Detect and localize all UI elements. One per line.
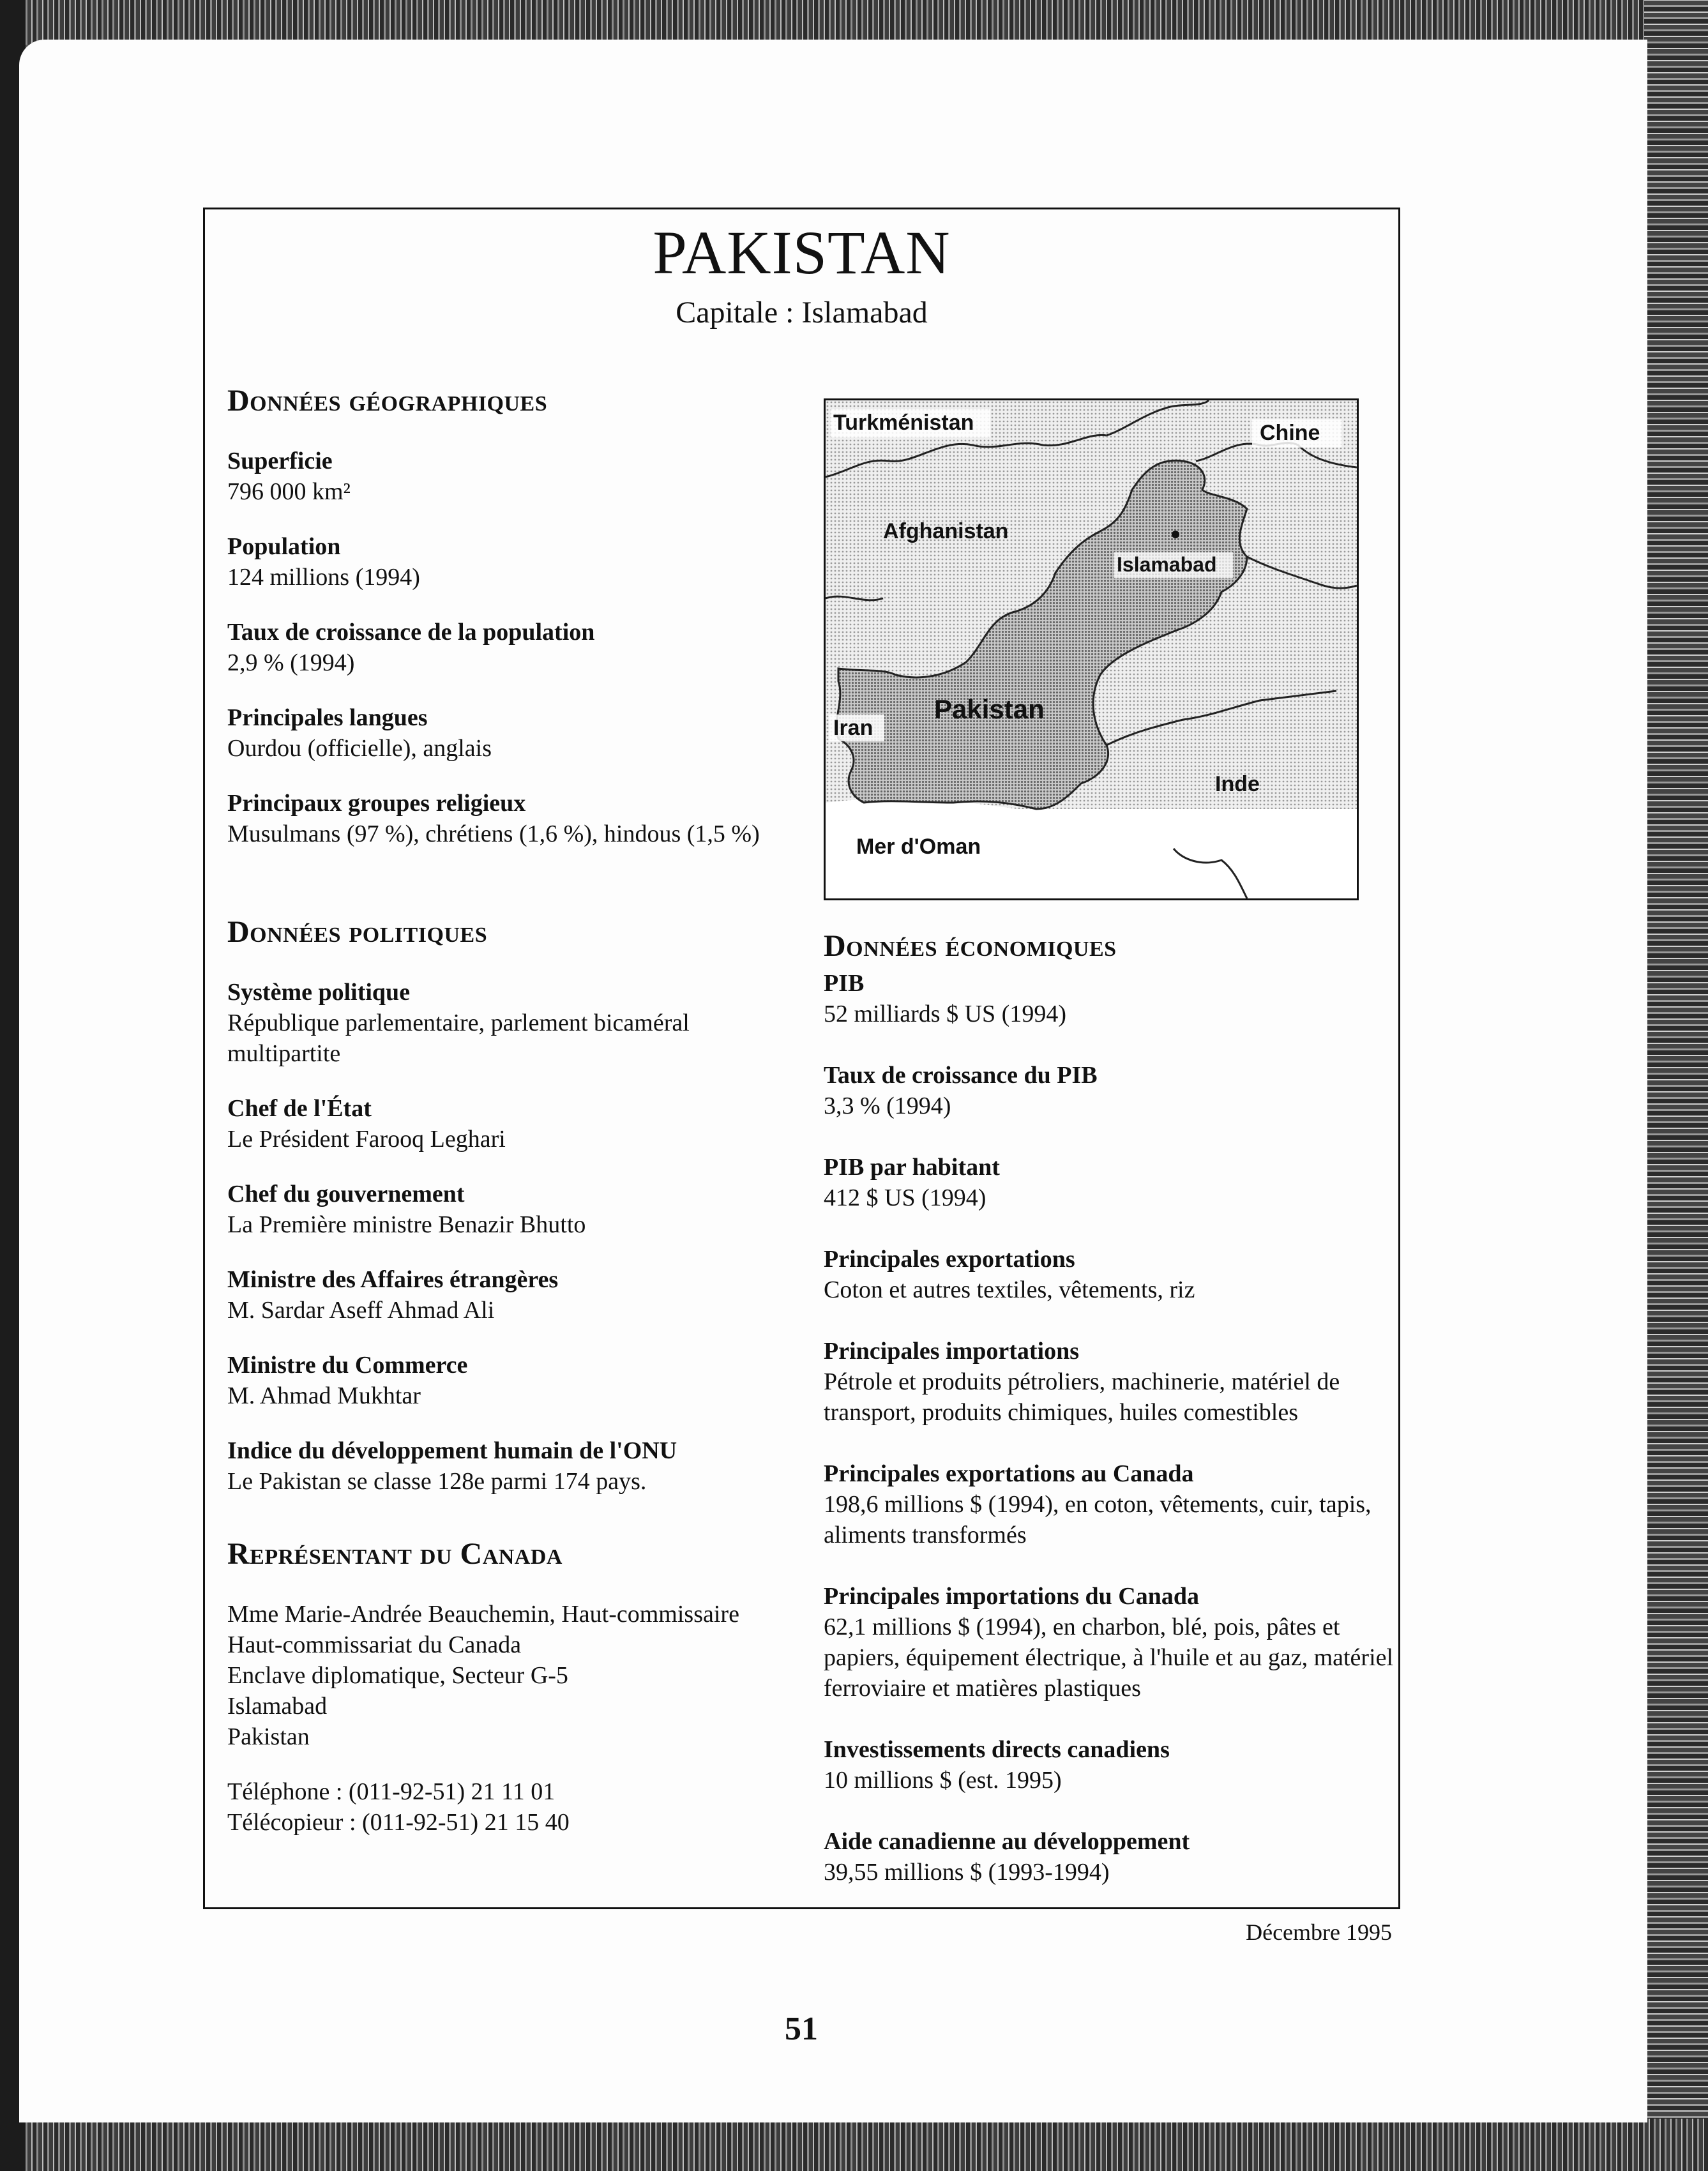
field-label: Investissements directs canadiens xyxy=(824,1736,1170,1763)
page-number: 51 xyxy=(785,2011,818,2047)
field-label: Principales importations xyxy=(824,1338,1080,1365)
geo-heading: Données géographiques xyxy=(227,384,548,418)
eco-field-importations xyxy=(824,1336,1398,1428)
rep-address-line: Islamabad xyxy=(227,1693,328,1720)
field-label: Système politique xyxy=(227,979,411,1006)
rep-address-line: Mme Marie-Andrée Beauchemin, Haut-commissaire xyxy=(227,1601,739,1628)
eco-field-croissance xyxy=(824,1060,1398,1121)
field-label: Superficie xyxy=(227,448,333,474)
field-value: 39,55 millions $ (1993-1994) xyxy=(824,1859,1110,1886)
field-value: 3,3 % (1994) xyxy=(824,1093,951,1119)
left-column xyxy=(227,382,789,1838)
eco-field-exportations xyxy=(824,1244,1398,1305)
eco-section xyxy=(824,927,1398,1887)
eco-field-pib xyxy=(824,968,1398,1029)
field-value: Musulmans (97 %), chrétiens (1,6 %), hindous (1,5 %) xyxy=(227,821,760,847)
rep-fax: Télécopieur : (011-92-51) 21 15 40 xyxy=(227,1809,570,1836)
field-label: PIB par habitant xyxy=(824,1154,1000,1181)
field-label: Aide canadienne au développement xyxy=(824,1828,1190,1855)
field-label: Chef du gouvernement xyxy=(227,1181,465,1207)
label-inde: Inde xyxy=(1215,772,1260,796)
pol-heading: Données politiques xyxy=(227,915,488,949)
field-value: 52 milliards $ US (1994) xyxy=(824,1001,1066,1027)
field-value: 2,9 % (1994) xyxy=(227,649,355,676)
pakistan-map xyxy=(824,398,1359,900)
rep-address-line: Enclave diplomatique, Secteur G-5 xyxy=(227,1662,568,1689)
label-turkmenistan: Turkménistan xyxy=(833,411,974,435)
eco-field-pib-habitant xyxy=(824,1152,1398,1213)
eco-field-import-canada xyxy=(824,1581,1398,1704)
pol-field-systeme xyxy=(227,977,789,1069)
eco-field-investissements xyxy=(824,1734,1398,1796)
field-value: Le Pakistan se classe 128e parmi 174 pays. xyxy=(227,1468,647,1495)
field-label: Principales exportations xyxy=(824,1246,1075,1273)
pol-field-idh xyxy=(227,1435,789,1497)
field-label: Taux de croissance de la population xyxy=(227,619,595,646)
field-value: 198,6 millions $ (1994), en coton, vêtements, cuir, tapis, aliments transformés xyxy=(824,1491,1372,1548)
pol-field-chef-etat xyxy=(227,1093,789,1154)
eco-heading: Données économiques xyxy=(824,929,1117,963)
right-column xyxy=(824,927,1398,1887)
geo-section xyxy=(227,382,789,849)
label-mer: Mer d'Oman xyxy=(856,835,981,859)
field-value: République parlementaire, parlement bicaméral multipartite xyxy=(227,1010,690,1067)
pol-field-affaires xyxy=(227,1264,789,1326)
field-label: Ministre des Affaires étrangères xyxy=(227,1266,559,1293)
label-iran: Iran xyxy=(833,716,873,740)
field-value: M. Ahmad Mukhtar xyxy=(227,1382,421,1409)
geo-field-croissance xyxy=(227,617,789,678)
field-label: Principales importations du Canada xyxy=(824,1583,1200,1610)
field-label: Principales langues xyxy=(227,704,428,731)
pol-field-chef-gouv xyxy=(227,1179,789,1240)
geo-field-population xyxy=(227,531,789,593)
field-value: M. Sardar Aseff Ahmad Ali xyxy=(227,1297,495,1324)
field-label: Taux de croissance du PIB xyxy=(824,1062,1098,1089)
rep-address-line: Haut-commissariat du Canada xyxy=(227,1631,522,1658)
field-value: 62,1 millions $ (1994), en charbon, blé, pois, pâtes et papiers, équipement électrique, à l'huile et au gaz, matériel ferroviaire et matières plastiques xyxy=(824,1614,1394,1702)
field-label: Principaux groupes religieux xyxy=(227,790,526,817)
field-label: PIB xyxy=(824,970,865,997)
field-value: Pétrole et produits pétroliers, machinerie, matériel de transport, produits chimiques, huiles comestibles xyxy=(824,1368,1340,1426)
field-value: Ourdou (officielle), anglais xyxy=(227,735,492,762)
field-label: Principales exportations au Canada xyxy=(824,1460,1194,1487)
field-value: Le Président Farooq Leghari xyxy=(227,1126,506,1153)
field-label: Population xyxy=(227,533,341,560)
field-label: Ministre du Commerce xyxy=(227,1352,468,1379)
scan-edge-right xyxy=(1644,0,1708,2171)
label-afghanistan: Afghanistan xyxy=(883,519,1009,543)
scan-edge-bottom xyxy=(0,2119,1708,2171)
geo-field-religions xyxy=(227,788,789,849)
field-value: 124 millions (1994) xyxy=(227,564,420,591)
field-value: 796 000 km² xyxy=(227,478,351,505)
rep-phone: Téléphone : (011-92-51) 21 11 01 xyxy=(227,1778,555,1805)
map-svg xyxy=(826,400,1357,898)
rep-heading: Représentant du Canada xyxy=(227,1537,563,1571)
capital-subtitle: Capitale : Islamabad xyxy=(676,296,928,329)
geo-field-langues xyxy=(227,702,789,764)
rep-section xyxy=(227,1535,789,1838)
scan-edge-top xyxy=(0,0,1708,45)
rep-address-line: Pakistan xyxy=(227,1723,310,1750)
field-value: 10 millions $ (est. 1995) xyxy=(824,1767,1062,1794)
capital-marker xyxy=(1172,531,1179,538)
geo-field-superficie xyxy=(227,446,789,507)
page-title: PAKISTAN xyxy=(653,218,951,287)
label-pakistan: Pakistan xyxy=(934,694,1045,724)
field-label: Chef de l'État xyxy=(227,1095,372,1122)
pol-field-commerce xyxy=(227,1350,789,1411)
publication-date: Décembre 1995 xyxy=(1246,1919,1392,1945)
field-value: 412 $ US (1994) xyxy=(824,1184,986,1211)
field-value: Coton et autres textiles, vêtements, riz xyxy=(824,1276,1195,1303)
pol-section xyxy=(227,913,789,1497)
label-islamabad: Islamabad xyxy=(1117,553,1217,576)
eco-field-aide xyxy=(824,1826,1398,1887)
label-chine: Chine xyxy=(1260,421,1320,445)
field-label: Indice du développement humain de l'ONU xyxy=(227,1437,677,1464)
eco-field-export-canada xyxy=(824,1458,1398,1550)
field-value: La Première ministre Benazir Bhutto xyxy=(227,1211,586,1238)
